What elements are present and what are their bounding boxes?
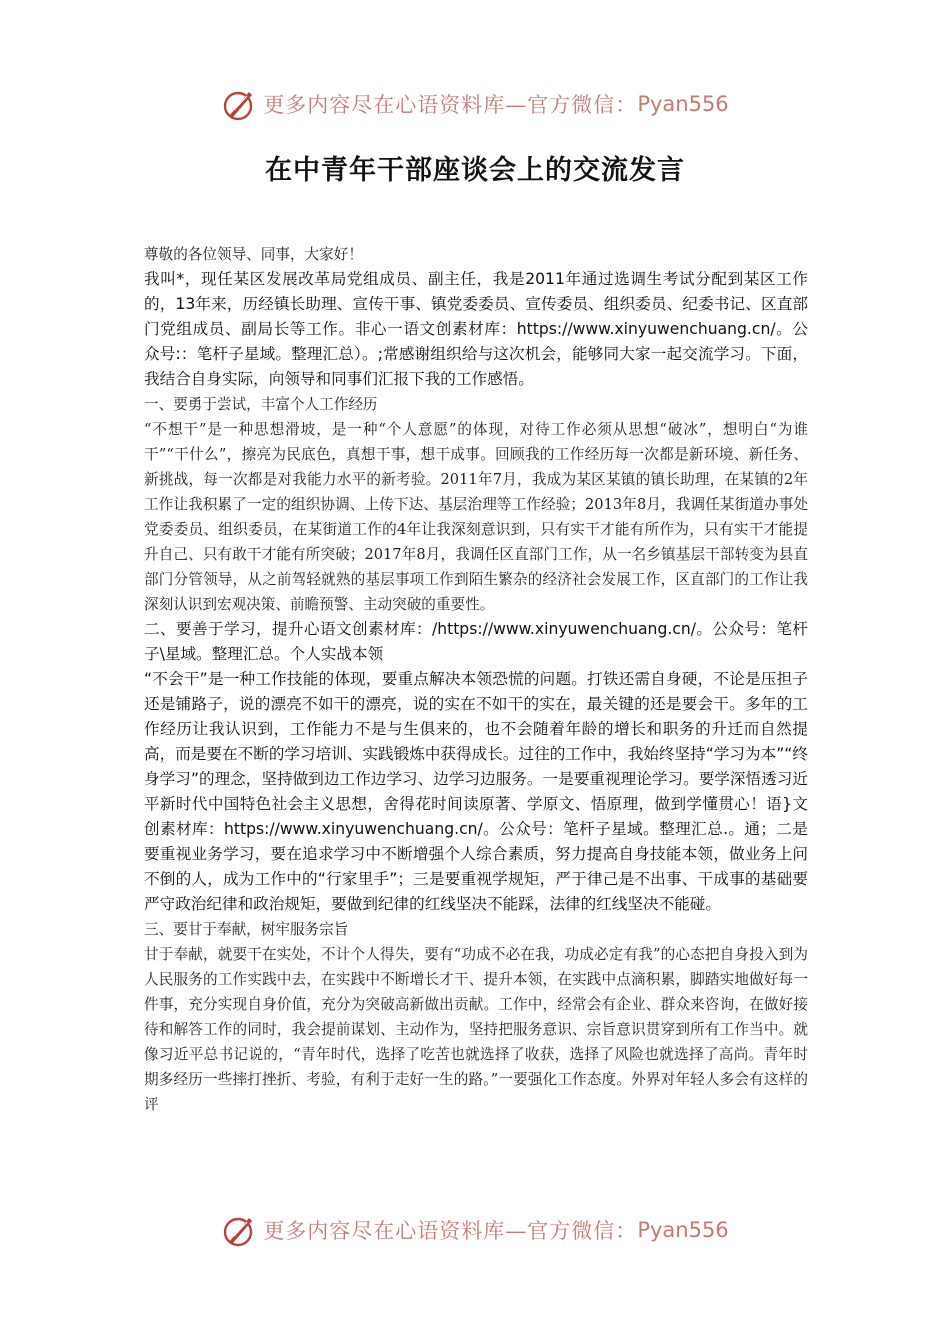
section-2-paragraph: “不会干”是一种工作技能的体现，要重点解决本领恐慌的问题。打铁还需自身硬，不论是压担子还是铺路子，说的漂亮不如干的漂亮，说的实在不如干的实在，最关键的还是要会干。多年的工作经历让我认识到，工作能力不是与生俱来的，也不会随着年龄的增长和职务的升迁而自然提高，而是要在不断的学习培训、实践锻炼中获得成长。过往的工作中，我始终坚持“学习为本”“终身学习”的理念，坚持做到边工作边学习、边学习边服务。一是要重视理论学习。要学深悟透习近平新时代中国特色社会主义思想，舍得花时间读原著、学原文、悟原理，做到学懂贯心！语}文创素材库：https://www.xinyuwenchuang.cn/。公众号：笔杆子星域。整理汇总.。通；二是要重视业务学习，要在追求学习中不断增强个人综合素质，努力提高自身技能本领，做业务上问不倒的人，成为工作中的“行家里手”；三是要重视学规矩，严于律己是不出事、干成事的基础要严守政治纪律和政治规矩，要做到纪律的红线坚决不能踩，法律的红线坚决不能碰。 xyxy=(144,670,808,913)
header-watermark-banner xyxy=(0,82,950,126)
intro-paragraph: 我叫*，现任某区发展改革局党组成员、副主任，我是2011年通过选调生考试分配到某区工作的，13年来，历经镇长助理、宣传干事、镇党委委员、宣传委员、组织委员、纪委书记、区直部门党组成员、副局长等工作。非心一语文创素材库：https://www.xinyuwenchuang.cn/。公众号:：笔杆子星域。整理汇总）。;常感谢组织给与这次机会，能够同大家一起交流学习。下面，我结合自身实际，向领导和同事们汇报下我的工作感悟。 xyxy=(144,270,808,388)
greeting-paragraph: 尊敬的各位领导、同事，大家好！ xyxy=(144,246,363,263)
section-heading-1: 一、要勇于尝试，丰富个人工作经历 xyxy=(144,396,378,413)
feather-pen-logo-icon xyxy=(221,86,257,122)
document-body xyxy=(144,242,808,1117)
feather-pen-logo-icon xyxy=(221,1212,257,1248)
banner-text: 更多内容尽在心语资料库—官方微信： xyxy=(263,1219,638,1243)
section-3-paragraph: 甘于奉献，就要干在实处，不计个人得失，要有“功成不必在我，功成必定有我”的心态把自身投入到为人民服务的工作实践中去，在实践中不断增长才干、提升本领，在实践中点滴积累，脚踏实地做好每一件事，充分实现自身价值，充分为突破高新做出贡献。工作中，经常会有企业、群众来咨询，在做好接待和解答工作的同时，我会提前谋划、主动作为，坚持把服务意识、宗旨意识贯穿到所有工作当中。就像习近平总书记说的，“青年时代，选择了吃苦也就选择了收获，选择了风险也就选择了高尚。青年时期多经历一些摔打挫折、考验，有利于走好一生的路。”一要强化工作态度。外界对年轻人多会有这样的评 xyxy=(144,946,808,1113)
banner-wechat-id: Pyan556 xyxy=(637,92,729,116)
document-title: 在中青年干部座谈会上的交流发言 xyxy=(265,155,685,186)
footer-watermark-banner xyxy=(0,1208,950,1252)
banner-text: 更多内容尽在心语资料库—官方微信： xyxy=(263,93,638,117)
section-heading-3: 三、要甘于奉献，树牢服务宗旨 xyxy=(144,921,349,938)
section-heading-2: 二、要善于学习，提升心语文创素材库：/https://www.xinyuwenchuang.cn/。公众号：笔杆子\星域。整理汇总。个人实战本领 xyxy=(144,620,808,663)
section-1-paragraph: “不想干”是一种思想滑坡，是一种“个人意愿”的体现，对待工作必须从思想“破冰”，想明白“为谁干”“干什么”，擦亮为民底色，真想干事，想干成事。回顾我的工作经历每一次都是新环境、新任务、新挑战，每一次都是对我能力水平的新考验。2011年7月，我成为某区某镇的镇长助理，在某镇的2年工作让我积累了一定的组织协调、上传下达、基层治理等工作经验；2013年8月，我调任某街道办事处党委委员、组织委员，在某街道工作的4年让我深刻意识到，只有实干才能有所作为，只有实干才能提升自己、只有敢干才能有所突破；2017年8月，我调任区直部门工作，从一名乡镇基层干部转变为县直部门分管领导，从之前驾轻就熟的基层事项工作到陌生繁杂的经济社会发展工作，区直部门的工作让我深刻认识到宏观决策、前瞻预警、主动突破的重要性。 xyxy=(144,421,808,613)
banner-wechat-id: Pyan556 xyxy=(637,1218,729,1242)
